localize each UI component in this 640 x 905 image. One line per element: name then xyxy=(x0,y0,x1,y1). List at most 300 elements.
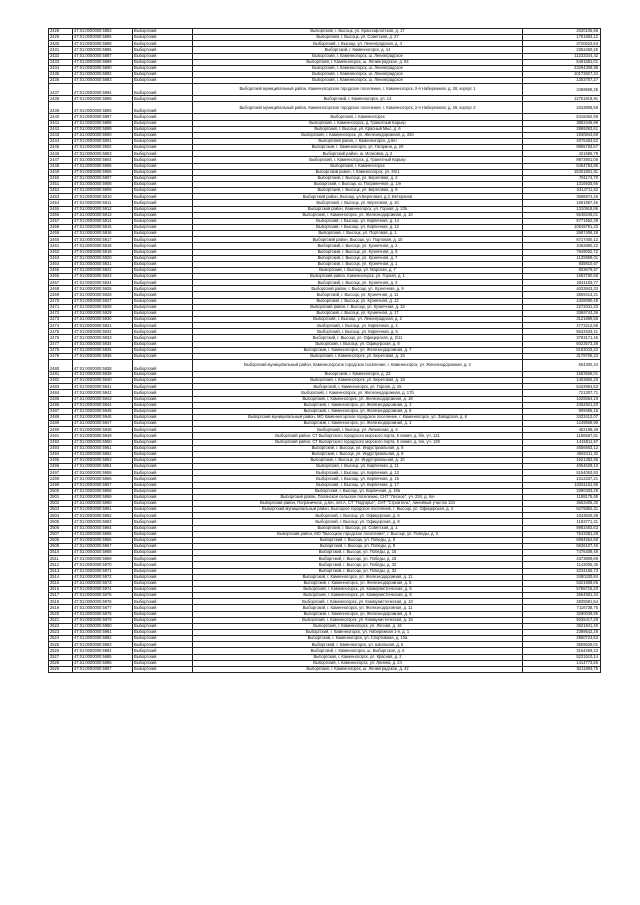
address: Выборгский, г. Каменногорск, ул. Железнодорожная, д. 1 xyxy=(193,421,523,427)
row-number: 2498 xyxy=(49,476,73,482)
address: Выборгский, г. Высоцк, ул. Победы, д. 8 xyxy=(193,543,523,549)
row-number: 2484 xyxy=(49,390,73,396)
cadastral-value: 8973901,08 xyxy=(523,157,601,163)
cadastral-number: 47:01:0000000:5895 xyxy=(73,96,133,102)
cadastral-number: 47:01:0000000:5965 xyxy=(73,531,133,537)
table-row xyxy=(49,102,601,114)
row-number: 2527 xyxy=(49,654,73,660)
row-number: 2431 xyxy=(49,47,73,53)
cadastral-value: 3862446,99 xyxy=(523,120,601,126)
address: Выборгский, г. Каменногорск, ул. Железнодорожная, д. 5 xyxy=(193,580,523,586)
row-number: 2441 xyxy=(49,120,73,126)
cadastral-number: 47:01:0000000:5890 xyxy=(73,65,133,71)
row-number: 2517 xyxy=(49,593,73,599)
row-number: 2449 xyxy=(49,169,73,175)
row-number: 2442 xyxy=(49,126,73,132)
cadastral-value: 4462921,20 xyxy=(523,402,601,408)
row-number: 2519 xyxy=(49,605,73,611)
district-name: Выборгский xyxy=(133,47,193,53)
row-number: 2430 xyxy=(49,41,73,47)
cadastral-number: 47:01:0000000:5941 xyxy=(73,384,133,390)
row-number: 2524 xyxy=(49,636,73,642)
cadastral-number: 47:01:0000000:5888 xyxy=(73,41,133,47)
cadastral-number: 47:01:0000000:5918 xyxy=(73,243,133,249)
row-number: 2478 xyxy=(49,347,73,353)
address: Выборгский муниципальный район, Высоцкое городское поселение, г. Высоцк, ул. Офицерская, д. 4 xyxy=(193,507,523,513)
district-name: Выборгский xyxy=(133,138,193,144)
row-number: 2443 xyxy=(49,132,73,138)
cadastral-value: 3164269,23 xyxy=(523,648,601,654)
cadastral-number: 47:01:0000000:5972 xyxy=(73,574,133,580)
cadastral-number: 47:01:0000000:5931 xyxy=(73,323,133,329)
district-name: Выборгский xyxy=(133,611,193,617)
row-number: 2455 xyxy=(49,206,73,212)
cadastral-value: 3343808,59 xyxy=(523,102,601,114)
cadastral-number: 47:01:0000000:5973 xyxy=(73,580,133,586)
district-name: Выборгский xyxy=(133,402,193,408)
district-name: Выборгский xyxy=(133,519,193,525)
row-number: 2518 xyxy=(49,599,73,605)
row-number: 2509 xyxy=(49,543,73,549)
cadastral-number: 47:01:0000000:5909 xyxy=(73,188,133,194)
address: Выборгский район, Высоцк, ул.Береговая, д.3, Ветеранов xyxy=(193,194,523,200)
cadastral-number: 47:01:0000000:5917 xyxy=(73,237,133,243)
row-number: 2437 xyxy=(49,84,73,96)
cadastral-number: 47:01:0000000:5984 xyxy=(73,648,133,654)
cadastral-value: 3663405,30 xyxy=(523,500,601,506)
row-number: 2429 xyxy=(49,35,73,41)
address: Выборгский район, Высоцк, ул. Портовая, д. 10 xyxy=(193,237,523,243)
address: Выборгский, г. Каменногорск xyxy=(193,163,523,169)
cadastral-number: 47:01:0000000:5916 xyxy=(73,231,133,237)
cadastral-value: 5422954,53 xyxy=(523,384,601,390)
row-number: 2466 xyxy=(49,274,73,280)
cadastral-value: 1403892,20 xyxy=(523,378,601,384)
row-number: 2453 xyxy=(49,194,73,200)
address: Выборгский, г. Высоцк, ул. Кирпичная, д. 6 xyxy=(193,329,523,335)
district-name: Выборгский xyxy=(133,175,193,181)
cadastral-number: 47:01:0000000:5936 xyxy=(73,353,133,359)
cadastral-number: 47:01:0000000:5908 xyxy=(73,181,133,187)
cadastral-value: 721307,71 xyxy=(523,390,601,396)
cadastral-value: 1621382,96 xyxy=(523,458,601,464)
row-number: 2514 xyxy=(49,574,73,580)
district-name: Выборгский xyxy=(133,593,193,599)
cadastral-number: 47:01:0000000:5986 xyxy=(73,660,133,666)
address: Выборгский, г. Каменногорск, ш. Ленинградское, д. 54 xyxy=(193,59,523,65)
cadastral-value: 2687406,28 xyxy=(523,231,601,237)
cadastral-table xyxy=(48,28,601,673)
cadastral-number: 47:01:0000000:5904 xyxy=(73,157,133,163)
address: Выборгский, г. Каменногорск, ул. Красная, д. 2 xyxy=(193,654,523,660)
table-row xyxy=(49,360,601,372)
district-name: Выборгский xyxy=(133,353,193,359)
cadastral-value: 5643433,21 xyxy=(523,329,601,335)
address: Выборгский, г. Высоцк, ул. Победы, д. 5 xyxy=(193,537,523,543)
row-number: 2480 xyxy=(49,360,73,372)
address: Выборгский, г. Каменногорск, ул. Коммунистическая, д. 8 xyxy=(193,593,523,599)
cadastral-number: 47:01:0000000:5925 xyxy=(73,286,133,292)
address: Выборгский, г. Каменногорск, ул. Железнодорожная, д. 17б xyxy=(193,390,523,396)
row-number: 2479 xyxy=(49,353,73,359)
row-number: 2481 xyxy=(49,372,73,378)
district-name: Выборгский xyxy=(133,525,193,531)
cadastral-number: 47:01:0000000:5981 xyxy=(73,629,133,635)
cadastral-value: 1751883,12 xyxy=(523,35,601,41)
district-name: Выборгский xyxy=(133,531,193,537)
cadastral-value: 504300,24 xyxy=(523,360,601,372)
address: Выборгский, г. Высоцк, ул. Кирпичная, д. 15 xyxy=(193,476,523,482)
address: Выборгский, г. Высоцк, ул. Индустриальная, д. 10 xyxy=(193,458,523,464)
cadastral-number: 47:01:0000000:5945 xyxy=(73,408,133,414)
table-body xyxy=(49,29,601,673)
address: Выборгский муниципальный район, Каменногорское городское поселение, г. Каменногорск, 2-я Набережная, д. 28, корпус 1 xyxy=(193,84,523,96)
cadastral-value: 12751819,91 xyxy=(523,96,601,102)
cadastral-number: 47:01:0000000:5883 xyxy=(73,29,133,35)
cadastral-number: 47:01:0000000:5974 xyxy=(73,586,133,592)
district-name: Выборгский xyxy=(133,586,193,592)
district-name: Выборгский xyxy=(133,194,193,200)
cadastral-number: 47:01:0000000:5920 xyxy=(73,255,133,261)
row-number: 2456 xyxy=(49,212,73,218)
cadastral-value: 3390403,28 xyxy=(523,488,601,494)
cadastral-number: 47:01:0000000:5982 xyxy=(73,636,133,642)
cadastral-value: 7949002,72 xyxy=(523,249,601,255)
cadastral-number: 47:01:0000000:5938 xyxy=(73,360,133,372)
row-number: 2471 xyxy=(49,304,73,310)
district-name: Выборгский xyxy=(133,574,193,580)
cadastral-number: 47:01:0000000:5892 xyxy=(73,71,133,77)
district-name: Выборгский xyxy=(133,458,193,464)
address: Выборгский, г. Высоцк, ш. Пограничное, д. 1/н xyxy=(193,181,523,187)
address: Выборгский, г. Каменногорск, ул. Железнодорожная, д. 5 xyxy=(193,611,523,617)
district-name: Выборгский xyxy=(133,476,193,482)
cadastral-value: 3621841,40 xyxy=(523,623,601,629)
row-number: 2499 xyxy=(49,482,73,488)
cadastral-number: 47:01:0000000:5935 xyxy=(73,347,133,353)
district-name: Выборгский xyxy=(133,249,193,255)
row-number: 2502 xyxy=(49,500,73,506)
address: Выборгский, г. Высоцк, ул. Кирпичная, д. 13 xyxy=(193,470,523,476)
cadastral-number: 47:01:0000000:5887 xyxy=(73,53,133,59)
address: Выборгский, г. Каменногорск, ул. Коммунистическая, д. 6 xyxy=(193,586,523,592)
cadastral-number: 47:01:0000000:5899 xyxy=(73,126,133,132)
cadastral-number: 47:01:0000000:5894 xyxy=(73,84,133,96)
row-number: 2501 xyxy=(49,494,73,500)
cadastral-value: 1310918,86 xyxy=(523,206,601,212)
cadastral-value: 7476409,49 xyxy=(523,550,601,556)
cadastral-value: 6717400,12 xyxy=(523,237,601,243)
cadastral-number: 47:01:0000000:5907 xyxy=(73,175,133,181)
row-number: 2435 xyxy=(49,71,73,77)
address: Выборгский район, г. Высоцк, ул. Кузнечная, д. 15 xyxy=(193,304,523,310)
row-number: 2493 xyxy=(49,445,73,451)
address: Выборгский, г. Каменногорск, ул. Лесная, д. 16 xyxy=(193,623,523,629)
cadastral-value: 3559629,01 xyxy=(523,642,601,648)
district-name: Выборгский xyxy=(133,642,193,648)
district-name: Выборгский xyxy=(133,433,193,439)
table-row xyxy=(49,84,601,96)
cadastral-value: 5461681,01 xyxy=(523,59,601,65)
cadastral-number: 47:01:0000000:5954 xyxy=(73,464,133,470)
row-number: 2512 xyxy=(49,562,73,568)
cadastral-number: 47:01:0000000:5985 xyxy=(73,654,133,660)
row-number: 2446 xyxy=(49,151,73,157)
row-number: 2485 xyxy=(49,396,73,402)
cadastral-value: 5183033,22 xyxy=(523,347,601,353)
cadastral-value: 3793171,46 xyxy=(523,335,601,341)
cadastral-number: 47:01:0000000:5910 xyxy=(73,194,133,200)
address: Выборгский, г. Каменногорск, ул. Береговая, д. 18 xyxy=(193,378,523,384)
district-name: Выборгский xyxy=(133,132,193,138)
cadastral-number: 47:01:0000000:5946 xyxy=(73,415,133,421)
row-number: 2487 xyxy=(49,408,73,414)
row-number: 2494 xyxy=(49,451,73,457)
district-name: Выборгский xyxy=(133,360,193,372)
cadastral-number: 47:01:0000000:5923 xyxy=(73,274,133,280)
cadastral-number: 47:01:0000000:5900 xyxy=(73,132,133,138)
cadastral-value: 5321908,65 xyxy=(523,580,601,586)
row-number: 2447 xyxy=(49,157,73,163)
cadastral-value: 4773212,88 xyxy=(523,323,601,329)
address: Выборгский, г. Каменногорск, д. 23 xyxy=(193,372,523,378)
district-name: Выборгский xyxy=(133,35,193,41)
address: Выборгский район, Каменногорск, ул. Горная, д. 23б xyxy=(193,206,523,212)
address: Выборгский район, г. Каменногорск, ул. 3б/1 xyxy=(193,169,523,175)
cadastral-value: 938810,67 xyxy=(523,261,601,267)
cadastral-value: 909465,16 xyxy=(523,408,601,414)
cadastral-value: 1043520,38 xyxy=(523,513,601,519)
cadastral-value: 4556683,12 xyxy=(523,445,601,451)
cadastral-number: 47:01:0000000:5942 xyxy=(73,390,133,396)
cadastral-value: 2389542,29 xyxy=(523,629,601,635)
address: Выборгский район, МО "Высоцкое городское поселение", г. Высоцк, ул. Победы, д. 3 xyxy=(193,531,523,537)
row-number: 2492 xyxy=(49,439,73,445)
address: Выборгский, г. Высоцк, ул. Индустриальная, д. 8 xyxy=(193,445,523,451)
district-name: Выборгский xyxy=(133,292,193,298)
cadastral-number: 47:01:0000000:5912 xyxy=(73,206,133,212)
cadastral-number: 47:01:0000000:5952 xyxy=(73,451,133,457)
address: Выборгский, г. Высоцк, ул. Портовая, д. 1 xyxy=(193,231,523,237)
district-name: Выборгский xyxy=(133,188,193,194)
address: Выборгский, г. Каменногорск, ул. Гагарина, д. 20 xyxy=(193,145,523,151)
row-number: 2505 xyxy=(49,519,73,525)
row-number: 2469 xyxy=(49,292,73,298)
address: Выборгский, г. Каменногорск, ул. Железнодорожная, д. 10 xyxy=(193,212,523,218)
address: Выборгский, г. Высоцк, ул. Победы, д. 16 xyxy=(193,550,523,556)
address: Выборгский, г. Высоцк, ул. Кирпичная, д. 19а xyxy=(193,488,523,494)
cadastral-number: 47:01:0000000:5896 xyxy=(73,102,133,114)
district-name: Выборгский xyxy=(133,451,193,457)
district-name: Выборгский xyxy=(133,390,193,396)
address: Выборгский, г. Каменногорск, ул. Железнодорожная, д. 19 xyxy=(193,396,523,402)
cadastral-number: 47:01:0000000:5968 xyxy=(73,550,133,556)
address: Выборгский муниципальный район, МО Каменногорское городское поселение, г. Каменногорск, ул. Заводская, д. 6 xyxy=(193,415,523,421)
cadastral-number: 47:01:0000000:5953 xyxy=(73,458,133,464)
district-name: Выборгский xyxy=(133,267,193,273)
address: Выборгский, г. Каменногорск, ул. Береговая, д. 16 xyxy=(193,353,523,359)
cadastral-number: 47:01:0000000:5919 xyxy=(73,249,133,255)
row-number: 2468 xyxy=(49,286,73,292)
row-number: 2473 xyxy=(49,317,73,323)
row-number: 2474 xyxy=(49,323,73,329)
address: Выборгский, г. Высоцк, ул. Кузнечная, д. 7 xyxy=(193,255,523,261)
row-number: 2495 xyxy=(49,458,73,464)
cadastral-value: 1125959,01 xyxy=(523,255,601,261)
cadastral-number: 47:01:0000000:5978 xyxy=(73,611,133,617)
address: Выборгский, г. Высоцк, ул. Индустриальная, д. 8 xyxy=(193,451,523,457)
district-name: Выборгский xyxy=(133,96,193,102)
address: Выборгский район, Пограничное, д.б/н, лит.А, СТ "Подгорье", СНТ "Строитель", линейный участок 134 xyxy=(193,500,523,506)
row-number: 2457 xyxy=(49,218,73,224)
cadastral-number: 47:01:0000000:5927 xyxy=(73,298,133,304)
district-name: Выборгский xyxy=(133,537,193,543)
district-name: Выборгский xyxy=(133,543,193,549)
address: Выборгский, г. Каменногорск, ул. Ленина, д. 24 xyxy=(193,660,523,666)
cadastral-value: 6023573,38 xyxy=(523,341,601,347)
address: Выборгский, г. Высоцк, ул. Офицерская, д. 2/11 xyxy=(193,335,523,341)
cadastral-number: 47:01:0000000:5955 xyxy=(73,470,133,476)
district-name: Выборгский xyxy=(133,636,193,642)
cadastral-number: 47:01:0000000:5933 xyxy=(73,335,133,341)
cadastral-value: 5035417,29 xyxy=(523,617,601,623)
cadastral-value: 1593780,68 xyxy=(523,274,601,280)
district-name: Выборгский xyxy=(133,280,193,286)
row-number: 2491 xyxy=(49,433,73,439)
cadastral-value: 5626107,46 xyxy=(523,543,601,549)
cadastral-number: 47:01:0000000:5979 xyxy=(73,617,133,623)
cadastral-value: 3423412,07 xyxy=(523,415,601,421)
district-name: Выборгский xyxy=(133,439,193,445)
row-number: 2525 xyxy=(49,642,73,648)
district-name: Выборгский xyxy=(133,562,193,568)
cadastral-number: 47:01:0000000:5939 xyxy=(73,372,133,378)
district-name: Выборгский xyxy=(133,304,193,310)
address: Выборгский, г. Высоцк, ул. Кирпичная, д. 17 xyxy=(193,482,523,488)
cadastral-value: 1188175,65 xyxy=(523,494,601,500)
row-number: 2432 xyxy=(49,53,73,59)
district-name: Выборгский xyxy=(133,163,193,169)
cadastral-value: 3369743,36 xyxy=(523,310,601,316)
cadastral-value: 781174,70 xyxy=(523,175,601,181)
cadastral-value: 6771652,39 xyxy=(523,218,601,224)
district-name: Выборгский xyxy=(133,151,193,157)
cadastral-value: 2860723,63 xyxy=(523,636,601,642)
district-name: Выборгский xyxy=(133,41,193,47)
cadastral-value: 1028554,19 xyxy=(523,396,601,402)
row-number: 2450 xyxy=(49,175,73,181)
district-name: Выборгский xyxy=(133,660,193,666)
cadastral-value: 3179705,33 xyxy=(523,353,601,359)
address: Выборгский, г. Высоцк, ул. Кирпичная, д. 2 xyxy=(193,323,523,329)
district-name: Выборгский xyxy=(133,65,193,71)
row-number: 2463 xyxy=(49,255,73,261)
cadastral-value: 2564591,34 xyxy=(523,593,601,599)
cadastral-number: 47:01:0000000:5905 xyxy=(73,163,133,169)
row-number: 2436 xyxy=(49,78,73,84)
district-name: Выборгский xyxy=(133,605,193,611)
cadastral-number: 47:01:0000000:5886 xyxy=(73,47,133,53)
district-name: Выборгский xyxy=(133,500,193,506)
row-number: 2465 xyxy=(49,267,73,273)
address: Выборгский, г. Высоцк, ул. Победы, д. 18 xyxy=(193,556,523,562)
cadastral-value: 3659413,31 xyxy=(523,292,601,298)
district-name: Выборгский xyxy=(133,408,193,414)
cadastral-value: 5766715,20 xyxy=(523,586,601,592)
address: Выборгский, г. Высоцк, ул. Морская, д. 7 xyxy=(193,267,523,273)
district-name: Выборгский xyxy=(133,396,193,402)
row-number: 2490 xyxy=(49,427,73,433)
district-name: Выборгский xyxy=(133,372,193,378)
address: Выборгский, г. Высоцк, ул. Береговая, д. 2 xyxy=(193,175,523,181)
address: Выборгский, г. Каменногорск, ул. Железнодорожная, д. 11 xyxy=(193,574,523,580)
cadastral-value: 1183771,21 xyxy=(523,519,601,525)
district-name: Выборгский xyxy=(133,231,193,237)
district-name: Выборгский xyxy=(133,71,193,77)
address: Выборгский, г. Высоцк, ул. Советская, д. 27 xyxy=(193,35,523,41)
row-number: 2460 xyxy=(49,237,73,243)
district-name: Выборгский xyxy=(133,261,193,267)
row-number: 2475 xyxy=(49,329,73,335)
cadastral-number: 47:01:0000000:5940 xyxy=(73,378,133,384)
cadastral-value: 1414773,56 xyxy=(523,660,601,666)
address: Выборгский, г. Каменногорск, д. 14 xyxy=(193,47,523,53)
cadastral-number: 47:01:0000000:5947 xyxy=(73,421,133,427)
address: Выборгский, г. Высоцк, ул. Ленинградская, д. 2 xyxy=(193,317,523,323)
address: Выборгский, г. Каменногорск, ул. Железнодорожная, д. 33б xyxy=(193,132,523,138)
cadastral-number: 47:01:0000000:5913 xyxy=(73,212,133,218)
cadastral-number: 47:01:0000000:5958 xyxy=(73,488,133,494)
district-name: Выборгский xyxy=(133,629,193,635)
cadastral-value: 4373809,69 xyxy=(523,556,601,562)
cadastral-value: 3686974,26 xyxy=(523,194,601,200)
district-name: Выборгский xyxy=(133,654,193,660)
cadastral-value: 5464784,86 xyxy=(523,163,601,169)
cadastral-value: 3459568,25 xyxy=(523,84,601,96)
cadastral-value: 2541183,77 xyxy=(523,280,601,286)
row-number: 2445 xyxy=(49,145,73,151)
cadastral-number: 47:01:0000000:5930 xyxy=(73,317,133,323)
district-name: Выборгский xyxy=(133,212,193,218)
cadastral-value: 7543381,28 xyxy=(523,531,601,537)
district-name: Выборгский xyxy=(133,445,193,451)
district-name: Выборгский xyxy=(133,494,193,500)
cadastral-number: 47:01:0000000:5956 xyxy=(73,476,133,482)
row-number: 2477 xyxy=(49,341,73,347)
cadastral-number: 47:01:0000000:5943 xyxy=(73,396,133,402)
address: Выборгский, г. Высоцк, ул. Красный Мыс, д. 6 xyxy=(193,126,523,132)
district-name: Выборгский xyxy=(133,378,193,384)
address: Выборгский, г. Каменногорск, ул. Коммунистическая, д. 16 xyxy=(193,617,523,623)
address: Выборгский, г. Каменногорск, ул. Горная, д. 15 xyxy=(193,384,523,390)
district-name: Выборгский xyxy=(133,415,193,421)
row-number: 2486 xyxy=(49,402,73,408)
row-number: 2526 xyxy=(49,648,73,654)
cadastral-value: 4064629,10 xyxy=(523,464,601,470)
address: Выборгский, г. Каменногорск, ул. Набережная 1-я, д. 1 xyxy=(193,629,523,635)
district-name: Выборгский xyxy=(133,274,193,280)
district-name: Выборгский xyxy=(133,157,193,163)
row-number: 2434 xyxy=(49,65,73,71)
cadastral-number: 47:01:0000000:5903 xyxy=(73,151,133,157)
district-name: Выборгский xyxy=(133,341,193,347)
address: Выборгский, г. Высоцк, ул. Кузнечная, д. 11 xyxy=(193,292,523,298)
district-name: Выборгский xyxy=(133,224,193,230)
address: Выборгский, г. Высоцк, ул. Победы, д. 32 xyxy=(193,562,523,568)
address: Выборгский, г. Высоцк, ул. Кирпичная, д. 14 xyxy=(193,218,523,224)
cadastral-number: 47:01:0000000:5897 xyxy=(73,114,133,120)
row-number: 2511 xyxy=(49,556,73,562)
